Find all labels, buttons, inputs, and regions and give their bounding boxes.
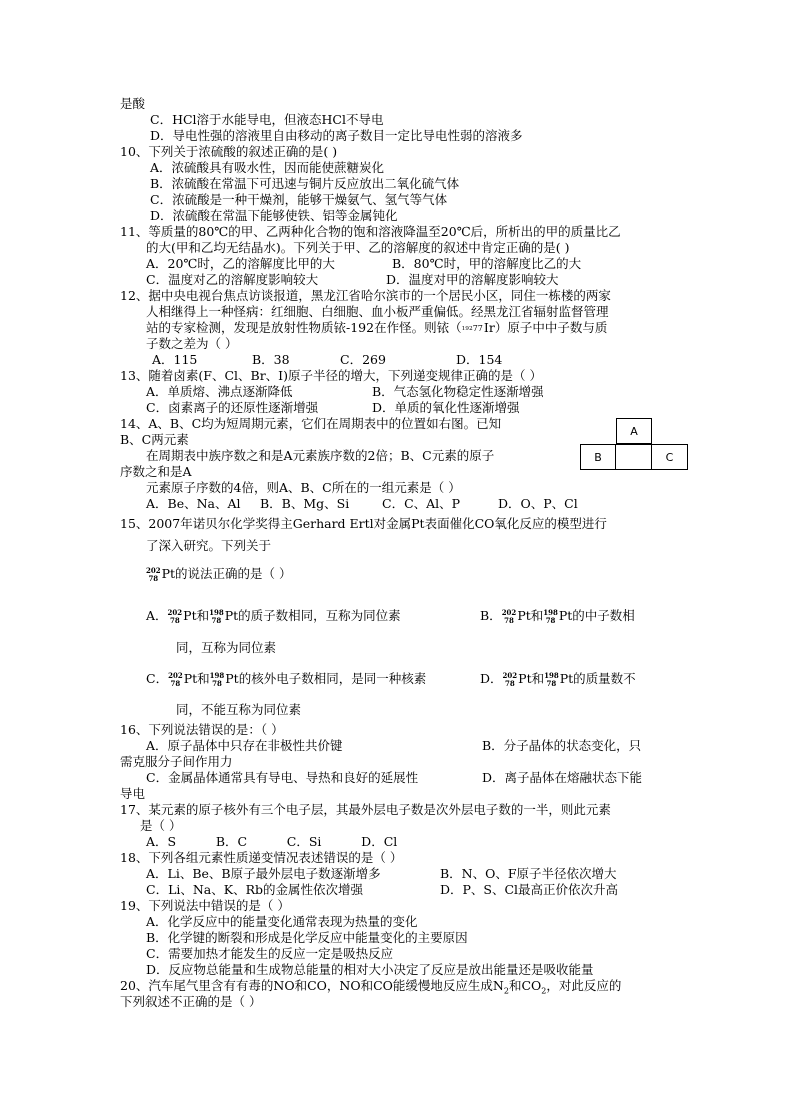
question-17: 17、某元素的原子核外有三个电子层，其最外层电子数是次外层电子数的一半，则此元素 <box>120 802 611 817</box>
isotope-pt202: 202 78 <box>168 670 183 688</box>
option-line: B．80℃时，甲的溶解度比乙的大 <box>392 256 582 271</box>
question-13: 13、随着卤素(F、Cl、Br、I)原子半径的增大，下列递变规律正确的是（ ） <box>120 368 542 383</box>
text-line: 站的专家检测，发现是放射性物质铱-192在作怪。则铱（ 192 77 Ir）原子中中子数与质 <box>146 320 608 335</box>
text-line: 了深入研究。下列关于 <box>146 538 272 553</box>
option-line: D．P、S、Cl最高正价依次升高 <box>440 882 619 897</box>
periodic-cell-c: C <box>652 444 688 470</box>
text-line: 的大(甲和乙均无结晶水)。下列关于甲、乙的溶解度的叙述中肯定正确的是( ) <box>146 240 570 255</box>
option-line: A．S B．C C．Si D．Cl <box>146 834 398 849</box>
option-line: C．269 <box>340 352 386 367</box>
option-line: D．温度对甲的溶解度影响较大 <box>386 272 559 287</box>
isotope-notation: 192 77 <box>461 323 483 333</box>
isotope-pt202: 202 78 <box>167 607 183 625</box>
text-line: 元素原子序数的4倍，则A、B、C所在的一组元素是（ ） <box>146 480 461 495</box>
text-line: 在周期表中族序数之和是A元素族序数的2倍；B、C元素的原子 <box>146 448 495 463</box>
text-line: 导电 <box>120 786 146 801</box>
question-19: 19、下列说法中错误的是（ ） <box>120 898 290 913</box>
option-line: B．分子晶体的状态变化，只 <box>482 738 642 753</box>
isotope-pt198: 198 78 <box>209 670 225 688</box>
isotope-pt198: 198 78 <box>543 607 558 625</box>
option-line: D．浓硫酸在常温下能够使铁、铝等金属钝化 <box>150 208 398 223</box>
option-line: C．HCl溶于水能导电，但液态HCl不导电 <box>150 112 384 127</box>
option-line: A．20℃时，乙的溶解度比甲的大 <box>146 256 335 271</box>
option-line: C．需要加热才能发生的反应一定是吸热反应 <box>146 946 394 961</box>
question-20: 20、汽车尾气里含有有毒的NO和CO，NO和CO能缓慢地反应生成$N_2$和$CO_2$，对此反应的 <box>120 978 622 996</box>
option-line: C． 202 78 Pt和 198 78 Pt的核外电子数相同，是同一种核素 <box>146 670 427 688</box>
question-10: 10、下列关于浓硫酸的叙述正确的是( ) <box>120 144 338 159</box>
option-line: B．N、O、F原子半径依次增大 <box>440 866 617 881</box>
question-18: 18、下列各组元素性质递变情况表述错误的是（ ） <box>120 850 403 865</box>
question-15: 15、2007年诺贝尔化学奖得主Gerhard Ertl对金属Pt表面催化CO氧化反应的模型进行 <box>120 516 607 531</box>
text-line: 下列叙述不正确的是（ ） <box>120 994 262 1009</box>
option-line: A．115 <box>152 352 198 367</box>
option-line: A．原子晶体中只存在非极性共价键 <box>146 738 343 753</box>
isotope-pt202: 202 78 <box>146 565 161 583</box>
option-line: A．化学反应中的能量变化通常表现为热量的变化 <box>146 914 418 929</box>
option-line: D．O、P、Cl <box>498 496 578 511</box>
isotope-pt198: 198 78 <box>209 607 224 625</box>
question-14: 14、A、B、C均为短周期元素，它们在周期表中的位置如右图。已知 <box>120 416 502 431</box>
option-line: A．浓硫酸具有吸水性，因而能使蔗糖炭化 <box>150 160 385 175</box>
option-line: C．Li、Na、K、Rb的金属性依次增强 <box>146 882 364 897</box>
option-line: A．单质熔、沸点逐渐降低 <box>146 384 293 399</box>
option-line: B．38 <box>252 352 290 367</box>
text-line: 需克服分子间作用力 <box>120 754 233 769</box>
text-line: 人相继得上一种怪病：红细胞、白细胞、血小板严重偏低。经黑龙江省辐射监督管理 <box>146 304 609 319</box>
option-line: A．Be、Na、Al <box>146 496 241 511</box>
text-line: 序数之和是A <box>120 464 192 479</box>
option-line: D． 202 78 Pt和 198 78 Pt的质量数不 <box>480 670 636 688</box>
periodic-cell-b: B <box>580 444 616 470</box>
option-line: 同，不能互称为同位素 <box>176 702 302 717</box>
option-line: C．金属晶体通常具有导电、导热和良好的延展性 <box>146 770 419 785</box>
option-line: B．化学键的断裂和形成是化学反应中能量变化的主要原因 <box>146 930 468 945</box>
periodic-cell-a: A <box>616 418 652 444</box>
option-line: C．温度对乙的溶解度影响较大 <box>146 272 319 287</box>
option-line: C．C、Al、P <box>382 496 461 511</box>
isotope-pt202: 202 78 <box>501 607 517 625</box>
option-line: D．离子晶体在熔融状态下能 <box>482 770 643 785</box>
option-line: A．Li、Be、B原子最外层电子数逐渐增多 <box>146 866 381 881</box>
option-line: B．浓硫酸在常温下可迅速与铜片反应放出二氧化硫气体 <box>150 176 460 191</box>
option-line: A． 202 78 Pt和 198 78 Pt的质子数相同，互称为同位素 <box>146 607 401 625</box>
option-line: D．单质的氧化性逐渐增强 <box>372 400 520 415</box>
option-line: D．导电性强的溶液里自由移动的离子数目一定比导电性弱的溶液多 <box>150 128 523 143</box>
option-line: B． 202 78 Pt和 198 78 Pt的中子数相 <box>480 607 635 625</box>
isotope-pt202: 202 78 <box>502 670 518 688</box>
option-line: B．气态氢化物稳定性逐渐增强 <box>372 384 544 399</box>
option-line: 同，互称为同位素 <box>176 640 277 655</box>
question-16: 16、下列说法错误的是：（ ） <box>120 722 284 737</box>
question-12: 12、据中央电视台焦点访谈报道，黑龙江省哈尔滨市的一个居民小区，同住一栋楼的两家 <box>120 288 611 303</box>
option-line: C．浓硫酸是一种干燥剂，能够干燥氨气、氢气等气体 <box>150 192 448 207</box>
text-line: 是酸 <box>120 96 146 111</box>
text-line: 是（ ） <box>140 818 182 833</box>
text-line: B、C两元素 <box>120 432 189 447</box>
isotope-pt198: 198 78 <box>544 670 559 688</box>
option-line: D．反应物总能量和生成物总能量的相对大小决定了反应是放出能量还是吸收能量 <box>146 962 594 977</box>
question-11: 11、等质量的80℃的甲、乙两种化合物的饱和溶液降温至20℃后，所析出的甲的质量比乙 <box>120 224 621 239</box>
option-line: D．154 <box>456 352 503 367</box>
option-line: B．B、Mg、Si <box>260 496 350 511</box>
text-line: 202 78 Pt的说法正确的是（ ） <box>146 565 292 583</box>
periodic-cell-empty <box>616 444 652 470</box>
text-line: 子数之差为（ ） <box>146 336 238 351</box>
option-line: C．卤素离子的还原性逐渐增强 <box>146 400 319 415</box>
